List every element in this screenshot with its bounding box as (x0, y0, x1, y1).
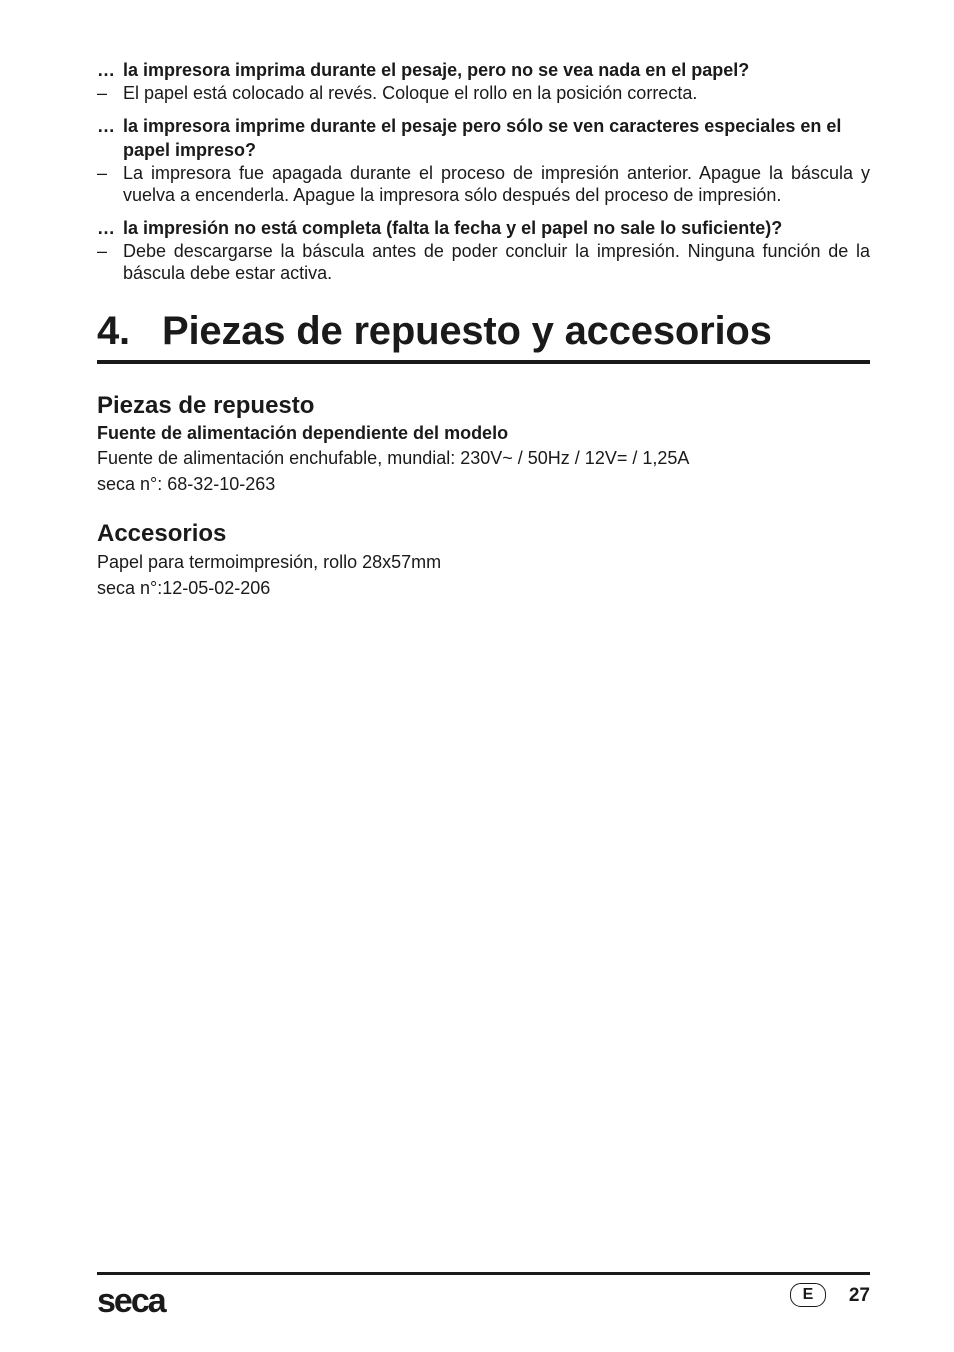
accessories-description: Papel para termoimpresión, rollo 28x57mm (97, 551, 442, 572)
spare-parts-section (97, 391, 870, 497)
section-title (97, 308, 870, 364)
answer-dash: – (97, 83, 108, 103)
accessories-heading: Accesorios (97, 519, 227, 547)
seca-logo: seca (97, 1282, 165, 1320)
ellipsis-lead: … (97, 60, 115, 80)
faq-question-text: la impresora imprime durante el pesaje pero sólo se ven caracteres especiales en el papel impreso? (123, 116, 842, 160)
faq-item (97, 114, 870, 206)
faq-answer-text: Debe descargarse la báscula antes de poder concluir la impresión. Ninguna función de la báscula debe estar activa. (123, 241, 870, 283)
section-title-text: Piezas de repuesto y accesorios (162, 309, 772, 353)
ellipsis-lead: … (97, 116, 115, 136)
page-number: 27 (848, 1285, 870, 1306)
faq-answer (97, 82, 870, 104)
faq-question-text: la impresora imprima durante el pesaje, pero no se vea nada en el papel? (123, 60, 750, 80)
answer-dash: – (97, 163, 108, 183)
faq-question (97, 58, 870, 82)
spare-parts-description: Fuente de alimentación enchufable, mundial: 230V~ / 50Hz / 12V= / 1,25A (97, 447, 690, 468)
spare-parts-article-number: seca n°: 68-32-10-263 (97, 473, 276, 494)
section-number: 4. (97, 309, 130, 353)
accessories-section (97, 519, 870, 601)
faq-answer (97, 240, 870, 284)
faq-answer-text: El papel está colocado al revés. Coloque el rollo en la posición correcta. (123, 83, 698, 103)
faq-item (97, 58, 870, 104)
faq-question (97, 114, 870, 162)
faq-question-text: la impresión no está completa (falta la fecha y el papel no sale lo suficiente)? (123, 218, 783, 238)
page-footer (97, 1272, 870, 1325)
faq-item (97, 216, 870, 284)
faq-question (97, 216, 870, 240)
spare-parts-heading: Piezas de repuesto (97, 391, 315, 419)
ellipsis-lead: … (97, 218, 115, 238)
answer-dash: – (97, 241, 108, 261)
accessories-article-number: seca n°:12-05-02-206 (97, 577, 271, 598)
faq-answer (97, 162, 870, 206)
spare-parts-subheading: Fuente de alimentación dependiente del modelo (97, 422, 509, 443)
document-page (97, 58, 870, 601)
faq-answer-text: La impresora fue apagada durante el proceso de impresión anterior. Apague la báscula y vuelva a encenderla. Apague la impresora sólo después del proceso de impresión. (123, 163, 870, 205)
language-badge: E (790, 1283, 826, 1307)
